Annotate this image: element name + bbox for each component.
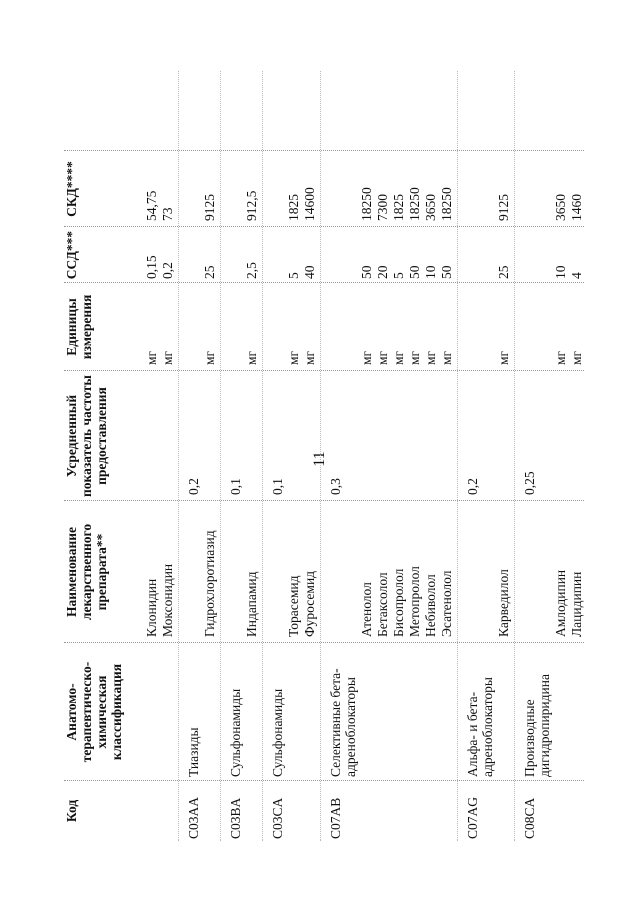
cell-drug: Моксонидин	[160, 563, 175, 637]
cell-unit: мг	[202, 350, 217, 365]
cell-skd: 1825	[286, 194, 301, 221]
row-separator	[220, 71, 221, 841]
cell-ssd: 4	[569, 272, 584, 279]
cell-ssd: 50	[359, 265, 374, 279]
cell-skd: 7300	[375, 194, 390, 221]
header-drug: Наименование лекарственного препарата**	[64, 523, 109, 621]
cell-unit: мг	[160, 350, 175, 365]
column-divider	[64, 150, 584, 151]
row-separator	[320, 71, 321, 841]
cell-freq: 0,3	[328, 478, 343, 495]
column-divider	[64, 642, 584, 643]
cell-unit: мг	[144, 350, 159, 365]
header-skd: СКД****	[64, 161, 79, 217]
cell-unit: мг	[391, 350, 406, 365]
cell-drug: Бисопролол	[391, 568, 406, 637]
cell-atc: Альфа- и бета-адреноблокаторы	[465, 677, 495, 777]
cell-drug: Гидрохлоротиазид	[202, 530, 217, 637]
page-number: 11	[311, 451, 328, 467]
cell-code: C08CA	[522, 797, 537, 839]
cell-unit: мг	[553, 350, 568, 365]
header-code: Код	[64, 799, 79, 823]
header-frequency: Усредненный показатель частоты предоставления	[64, 375, 109, 497]
cell-atc: Производные дигидропиридина	[522, 674, 552, 777]
cell-skd: 18250	[439, 187, 454, 221]
cell-ssd: 25	[202, 265, 217, 279]
cell-unit: мг	[244, 350, 259, 365]
cell-atc: Селективные бета-адреноблокаторы	[328, 668, 358, 777]
cell-ssd: 10	[423, 265, 438, 279]
row-separator	[514, 71, 515, 841]
cell-skd: 18250	[407, 187, 422, 221]
cell-freq: 0,1	[228, 478, 243, 495]
cell-drug: Эсатенолол	[439, 570, 454, 637]
cell-unit: мг	[423, 350, 438, 365]
cell-drug: Фуросемид	[302, 570, 317, 637]
cell-ssd: 10	[553, 265, 568, 279]
cell-skd: 3650	[553, 194, 568, 221]
cell-drug: Атенолол	[359, 582, 374, 637]
cell-unit: мг	[359, 350, 374, 365]
cell-code: C03CA	[270, 797, 285, 839]
column-divider	[64, 282, 584, 283]
cell-code: C07AG	[465, 796, 480, 839]
row-separator	[262, 71, 263, 841]
cell-unit: мг	[569, 350, 584, 365]
cell-drug: Торасемид	[286, 575, 301, 637]
cell-skd: 912,5	[244, 190, 259, 221]
cell-skd: 9125	[496, 194, 511, 221]
drug-table	[64, 71, 584, 841]
header-ssd: ССД***	[64, 230, 79, 280]
cell-drug: Индапамид	[244, 571, 259, 637]
column-divider	[64, 226, 584, 227]
cell-freq: 0,2	[465, 478, 480, 495]
cell-drug: Лацидипин	[569, 571, 584, 637]
cell-ssd: 20	[375, 265, 390, 279]
cell-code: C07AB	[328, 797, 343, 839]
cell-ssd: 50	[439, 265, 454, 279]
cell-skd: 1460	[569, 194, 584, 221]
header-atc: Анатомо-терапевтическо-химическая классификация	[64, 661, 124, 763]
cell-unit: мг	[286, 350, 301, 365]
cell-ssd: 5	[286, 272, 301, 279]
cell-ssd: 2,5	[244, 262, 259, 279]
cell-ssd: 25	[496, 265, 511, 279]
cell-skd: 1825	[391, 194, 406, 221]
cell-freq: 0,2	[186, 478, 201, 495]
column-divider	[64, 780, 584, 781]
cell-ssd: 50	[407, 265, 422, 279]
cell-ssd: 5	[391, 272, 406, 279]
cell-unit: мг	[496, 350, 511, 365]
cell-drug: Амлодипин	[553, 569, 568, 637]
cell-skd: 54,75	[144, 190, 159, 221]
cell-unit: мг	[439, 350, 454, 365]
cell-freq: 0,1	[270, 478, 285, 495]
cell-drug: Бетаксолол	[375, 572, 390, 637]
cell-skd: 73	[160, 207, 175, 221]
cell-ssd: 40	[302, 265, 317, 279]
cell-drug: Клонидин	[144, 578, 159, 637]
cell-unit: мг	[375, 350, 390, 365]
cell-skd: 18250	[359, 187, 374, 221]
cell-atc: Сульфонамиды	[228, 688, 243, 777]
cell-code: C03BA	[228, 797, 243, 839]
cell-skd: 9125	[202, 194, 217, 221]
cell-freq: 0,25	[522, 471, 537, 495]
cell-skd: 14600	[302, 187, 317, 221]
column-divider	[64, 500, 584, 501]
cell-atc: Сульфонамиды	[270, 688, 285, 777]
cell-drug: Небиволол	[423, 574, 438, 637]
cell-atc: Тиазиды	[186, 727, 201, 777]
cell-drug: Карведилол	[496, 569, 511, 637]
cell-unit: мг	[302, 350, 317, 365]
cell-unit: мг	[407, 350, 422, 365]
cell-drug: Метопролол	[407, 566, 422, 637]
header-unit: Единицы измерения	[64, 294, 94, 360]
cell-ssd: 0,15	[144, 255, 159, 279]
row-separator	[178, 71, 179, 841]
cell-code: C03AA	[186, 796, 201, 839]
cell-ssd: 0,2	[160, 262, 175, 279]
cell-skd: 3650	[423, 194, 438, 221]
column-divider	[64, 370, 584, 371]
row-separator	[457, 71, 458, 841]
